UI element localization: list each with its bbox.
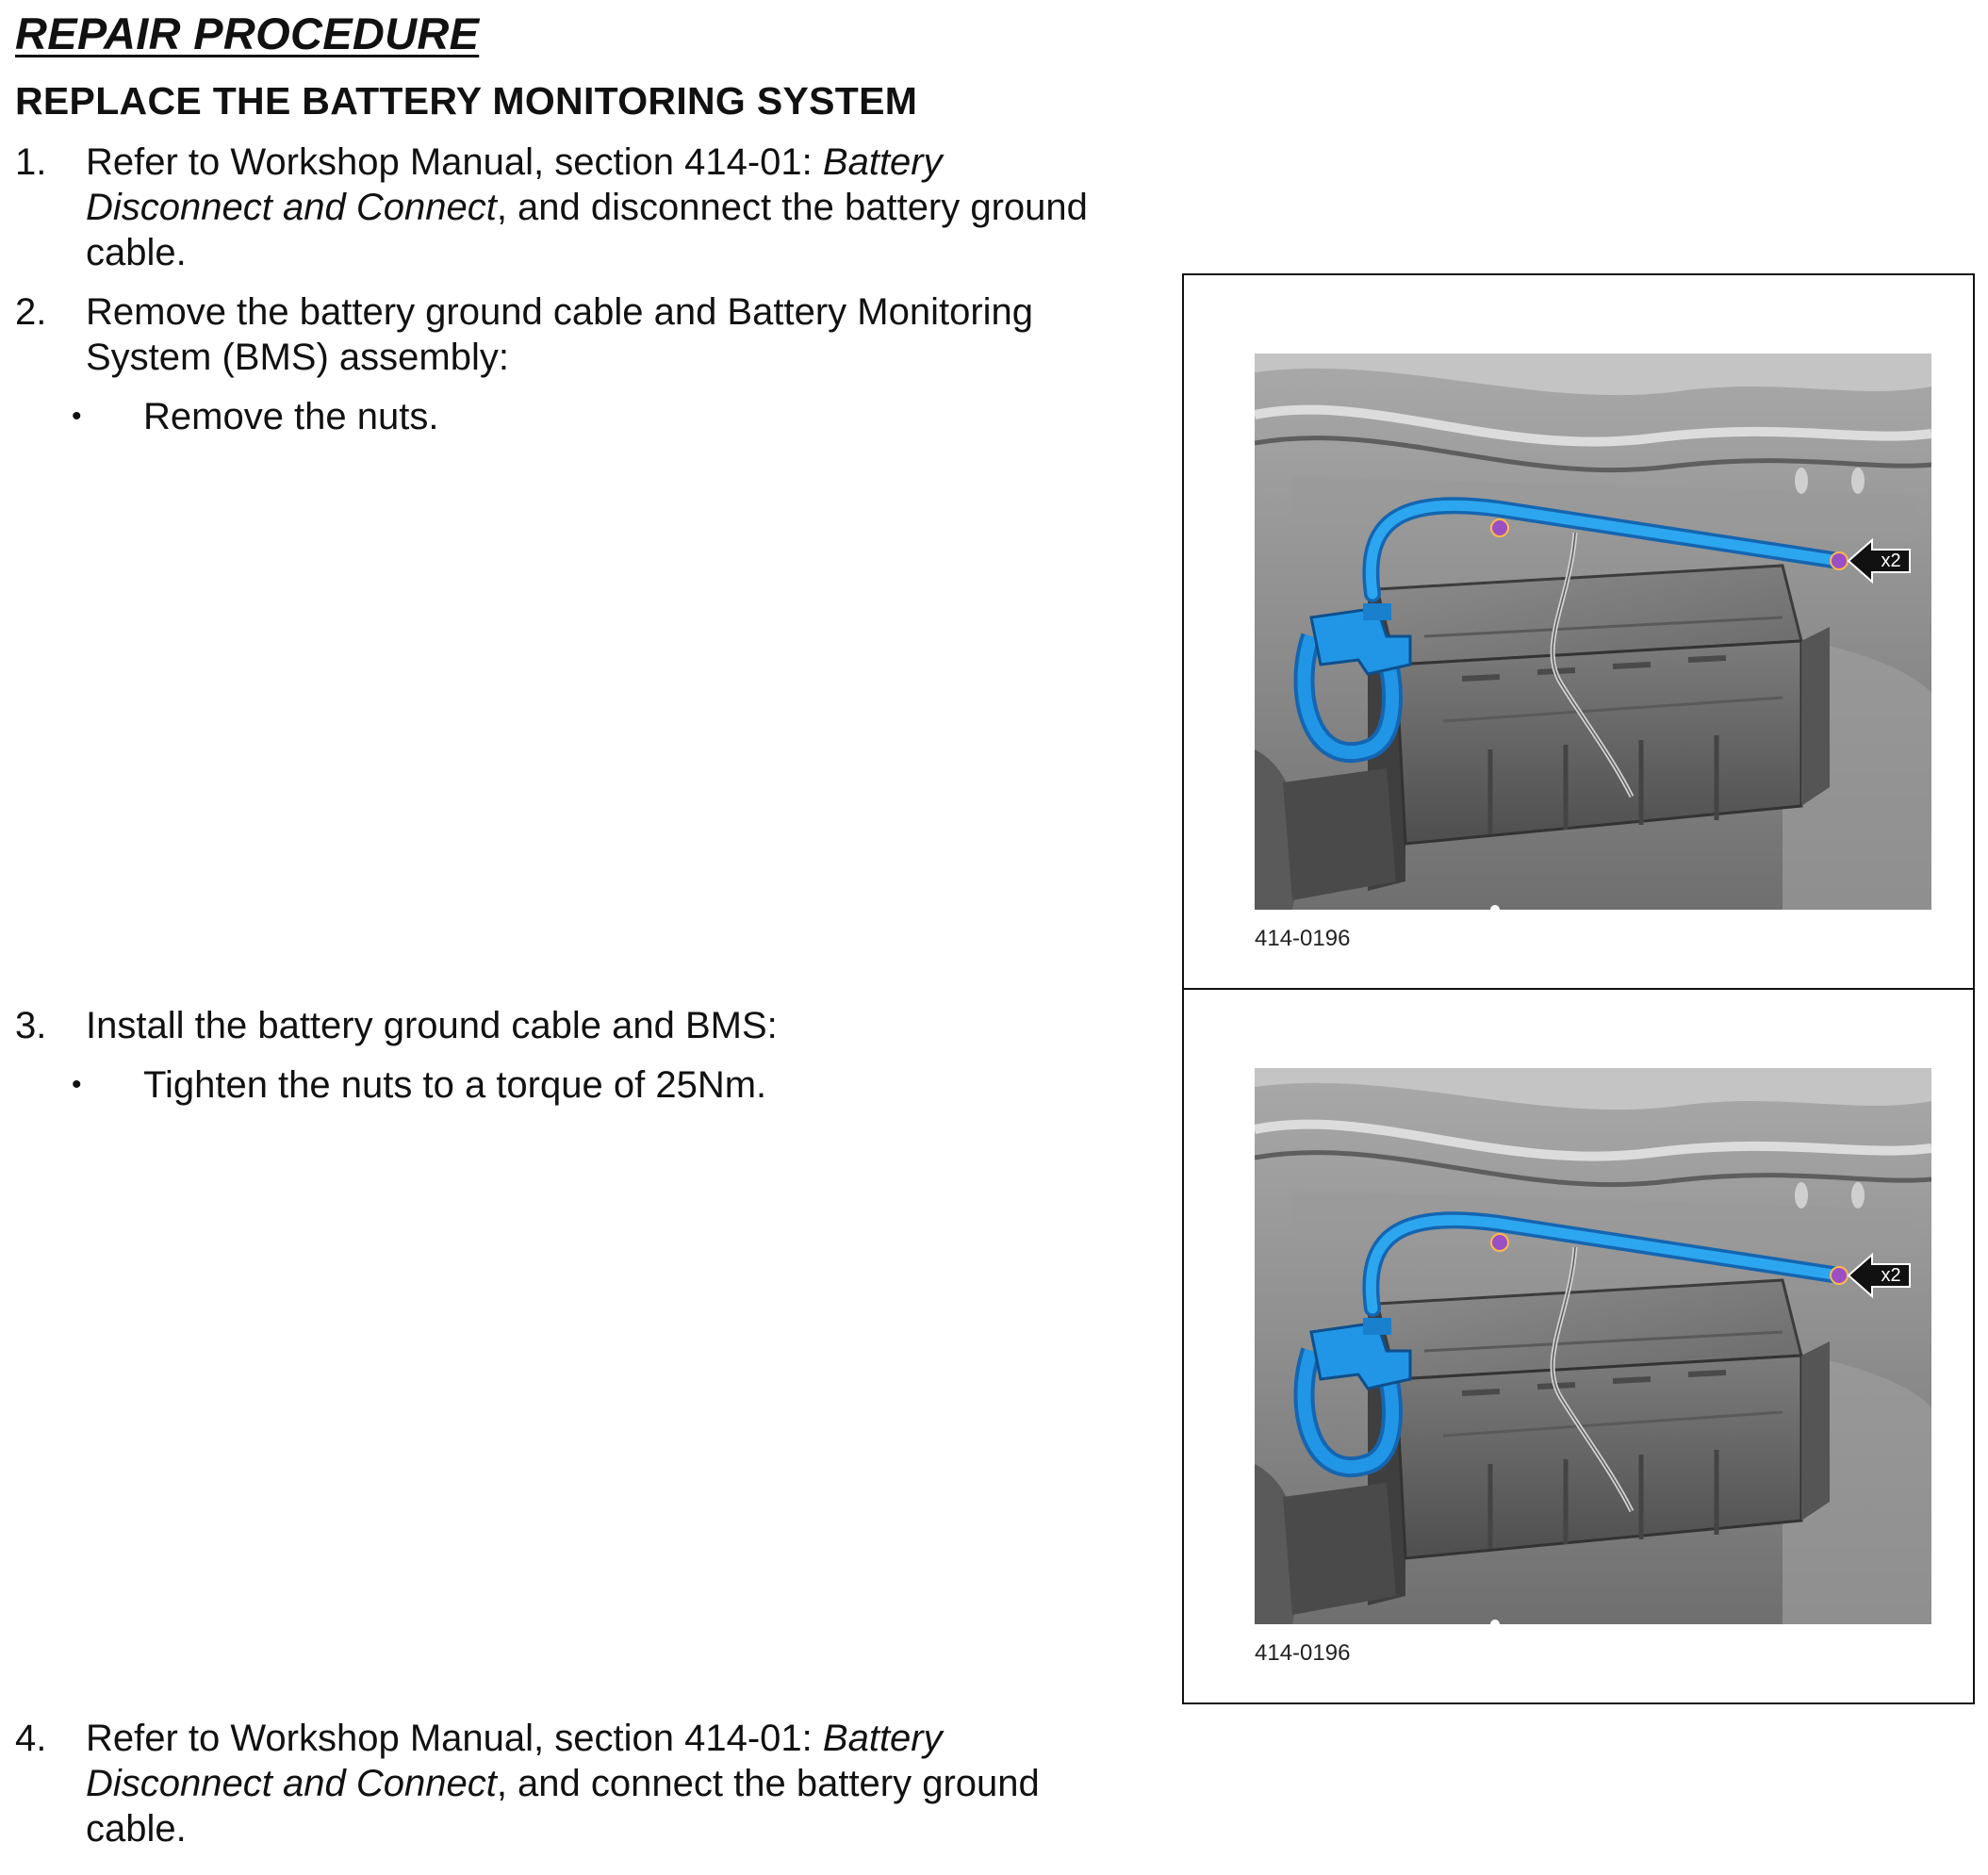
step-3 — [15, 1003, 1137, 1048]
step-number: 1. — [15, 141, 47, 183]
section-title: REPAIR PROCEDURE — [15, 8, 480, 58]
substep-text: Tighten the nuts to a torque of 25Nm. — [143, 1064, 767, 1106]
manual-reference: Battery Disconnect and Connect — [86, 1718, 943, 1804]
manual-reference: Battery Disconnect and Connect — [86, 141, 943, 228]
bullet-icon: • — [72, 1069, 82, 1100]
step-text-part: Refer to Workshop Manual, section 414-01: — [86, 141, 823, 183]
step-text-part: , and connect the battery ground cable. — [86, 1763, 1040, 1850]
callout-label: x2 — [1881, 1265, 1901, 1286]
step-text: Install the battery ground cable and BMS: — [86, 1005, 778, 1046]
step-text — [86, 140, 1137, 275]
step-text-part: Refer to Workshop Manual, section 414-01: — [86, 1718, 823, 1759]
substep-text: Remove the nuts. — [143, 396, 439, 437]
procedure-heading: REPLACE THE BATTERY MONITORING SYSTEM — [15, 79, 918, 123]
step-2 — [15, 289, 1137, 380]
step-4 — [15, 1716, 1137, 1851]
battery-illustration — [1255, 354, 1931, 910]
step-number: 2. — [15, 291, 47, 333]
step-number: 3. — [15, 1005, 47, 1046]
figure-caption: 414-0196 — [1255, 1640, 1351, 1666]
step-text: Remove the battery ground cable and Battery Monitoring System (BMS) assembly: — [86, 291, 1034, 378]
battery-illustration — [1255, 1068, 1931, 1624]
step-number: 4. — [15, 1718, 47, 1759]
bullet-icon: • — [72, 401, 82, 432]
step-1 — [15, 140, 1137, 275]
figure-caption: 414-0196 — [1255, 926, 1351, 951]
callout-label: x2 — [1881, 551, 1901, 571]
substep — [72, 1062, 766, 1108]
figure-panel-install — [1182, 988, 1975, 1704]
step-text — [86, 1716, 1137, 1851]
step-text-part: , and disconnect the battery ground cable. — [86, 187, 1088, 273]
figure-panel-removal — [1182, 273, 1975, 990]
substep — [72, 394, 439, 439]
